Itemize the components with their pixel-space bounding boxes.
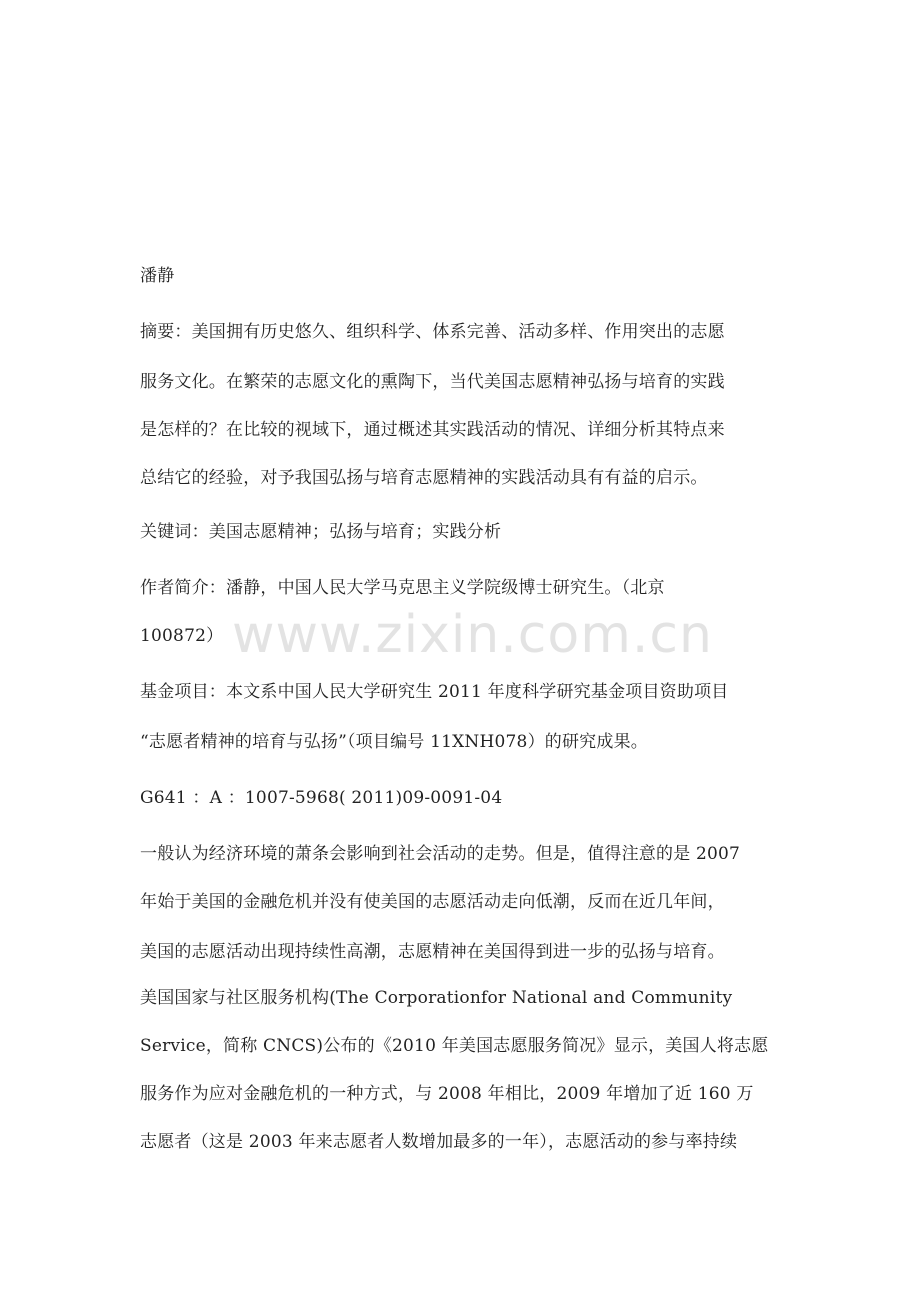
- watermark-text: www.zixin.com.cn: [232, 605, 713, 665]
- fund-line: 基金项目：本文系中国人民大学研究生 2011 年度科学研究基金项目资助项目: [140, 682, 729, 702]
- classification-line: G641 ：A ：1007-5968( 2011)09-0091-04: [140, 788, 503, 808]
- author-name: 潘静: [140, 266, 175, 286]
- body-line: 志愿者（这是 2003 年来志愿者人数增加最多的一年），志愿活动的参与率持续: [140, 1132, 738, 1152]
- abstract-line: 服务文化。在繁荣的志愿文化的熏陶下，当代美国志愿精神弘扬与培育的实践: [140, 372, 725, 392]
- body-line: 美国的志愿活动出现持续性高潮，志愿精神在美国得到进一步的弘扬与培育。: [140, 942, 725, 962]
- keywords-line: 关键词：美国志愿精神；弘扬与培育；实践分析: [140, 522, 502, 542]
- body-line: Service，简称 CNCS)公布的《2010 年美国志愿服务简况》显示，美国人将志愿: [140, 1036, 769, 1056]
- body-line: 年始于美国的金融危机并没有使美国的志愿活动走向低潮，反而在近几年间，: [140, 892, 725, 912]
- fund-line: “志愿者精神的培育与弘扬”（项目编号 11XNH078）的研究成果。: [140, 732, 648, 752]
- abstract-line: 摘要：美国拥有历史悠久、组织科学、体系完善、活动多样、作用突出的志愿: [140, 322, 725, 342]
- body-line: 美国国家与社区服务机构(The Corporationfor National and Community: [140, 988, 733, 1008]
- abstract-line: 是怎样的？在比较的视域下，通过概述其实践活动的情况、详细分析其特点来: [140, 420, 725, 440]
- author-intro-line: 作者简介：潘静，中国人民大学马克思主义学院级博士研究生。（北京: [140, 578, 665, 598]
- body-line: 服务作为应对金融危机的一种方式，与 2008 年相比，2009 年增加了近 160 万: [140, 1084, 754, 1104]
- author-intro-line: 100872）: [140, 626, 224, 646]
- body-line: 一般认为经济环境的萧条会影响到社会活动的走势。但是，值得注意的是 2007: [140, 844, 741, 864]
- abstract-line: 总结它的经验，对予我国弘扬与培育志愿精神的实践活动具有有益的启示。: [140, 468, 708, 488]
